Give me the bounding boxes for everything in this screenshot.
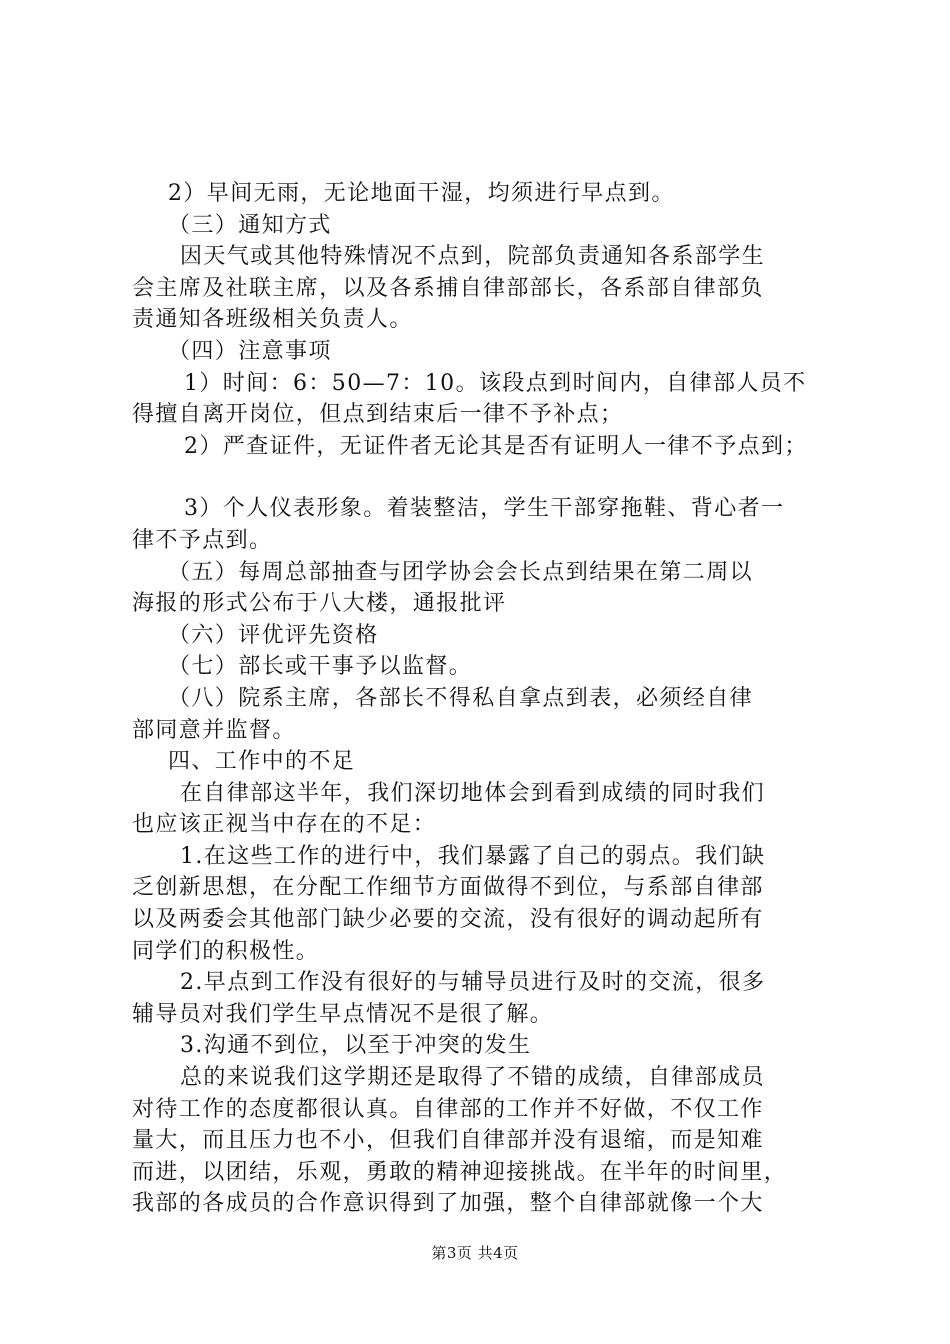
text-line: 得擅自离开岗位，但点到结束后一律不予补点；	[132, 402, 624, 428]
section-heading: 四、工作中的不足	[168, 749, 356, 775]
text-line: 2）严查证件，无证件者无论其是否有证明人一律不予点到；	[184, 433, 808, 459]
section-heading: （七）部长或干事予以监督。	[168, 654, 473, 680]
text-line: 2.早点到工作没有很好的与辅导员进行及时的交流，很多	[180, 970, 766, 996]
section-heading: （八）院系主席，各部长不得私自拿点到表，必须经自律	[168, 685, 754, 711]
blank-line	[132, 462, 832, 493]
text-line: 1.在这些工作的进行中，我们暴露了自己的弱点。我们缺	[180, 843, 766, 869]
text-line: 责通知各班级相关负责人。	[132, 307, 413, 333]
text-line: 会主席及社联主席，以及各系捕自律部部长，各系部自律部负	[132, 275, 764, 301]
text-line: 在自律部这半年，我们深切地体会到看到成绩的同时我们	[180, 780, 766, 806]
section-heading: （六）评优评先资格	[168, 622, 379, 648]
text-line: 而进，以团结，乐观，勇敢的精神迎接挑战。在半年的时间里，	[132, 1159, 788, 1185]
text-line: 海报的形式公布于八大楼，通报批评	[132, 591, 507, 617]
section-heading: （五）每周总部抽查与团学协会会长点到结果在第二周以	[168, 559, 754, 585]
section-heading: （四）注意事项	[168, 338, 332, 364]
text-line: 以及两委会其他部门缺少必要的交流，没有很好的调动起所有	[132, 907, 764, 933]
text-line: 我部的各成员的合作意识得到了加强，整个自律部就像一个大	[132, 1191, 764, 1217]
text-line: 因天气或其他特殊情况不点到，院部负责通知各系部学生	[180, 244, 766, 270]
section-heading: （三）通知方式	[168, 212, 332, 238]
text-line: 2）早间无雨，无论地面干湿，均须进行早点到。	[168, 181, 675, 206]
text-line: 量大，而且压力也不小，但我们自律部并没有退缩，而是知难	[132, 1128, 764, 1154]
text-line: 也应该正视当中存在的不足：	[132, 812, 437, 838]
text-line: 3）个人仪表形象。着装整洁，学生干部穿拖鞋、背心者一	[184, 496, 785, 522]
document-body	[132, 178, 832, 1220]
text-line: 辅导员对我们学生早点情况不是很了解。	[132, 1001, 554, 1027]
page-number-footer: 第3页 共4页	[431, 1244, 519, 1262]
text-line: 总的来说我们这学期还是取得了不错的成绩，自律部成员	[180, 1065, 766, 1091]
text-line: 律不予点到。	[132, 527, 273, 553]
text-line: 部同意并监督。	[132, 717, 296, 743]
text-line: 同学们的积极性。	[132, 938, 320, 964]
text-line: 3.沟通不到位，以至于冲突的发生	[180, 1033, 532, 1059]
text-line: 1）时间：6：50—7：10。该段点到时间内，自律部人员不	[184, 370, 807, 396]
text-line: 对待工作的态度都很认真。自律部的工作并不好做，不仅工作	[132, 1096, 764, 1122]
text-line: 乏创新思想，在分配工作细节方面做得不到位，与系部自律部	[132, 875, 764, 901]
